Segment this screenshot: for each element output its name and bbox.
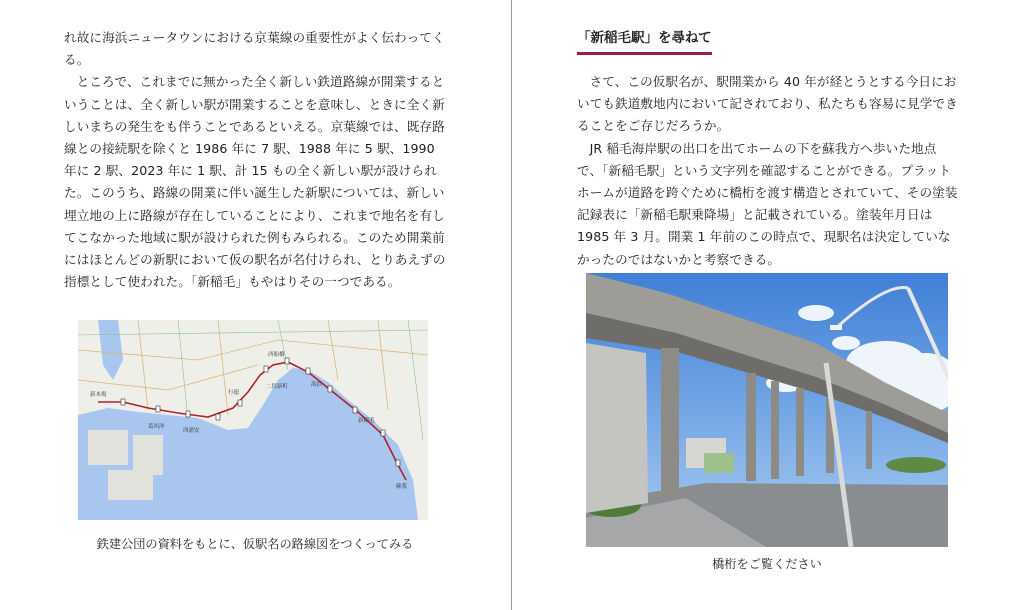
left-figure-caption: 鉄建公団の資料をもとに、仮駅名の路線図をつくってみる [96,537,414,551]
label-kaihin: 海浜 [311,382,323,388]
photo-svg [586,273,948,547]
paragraph-1: れ故に海浜ニュータウンにおける京葉線の重要性がよく伝わってくる。 [64,30,445,68]
route-map-image [78,320,428,520]
label-gyotoku: 行徳 [228,390,240,396]
label-soga: 蘇我 [396,484,408,490]
paragraph-4: JR 稲毛海岸駅の出口を出てホームの下を蘇我方へ歩いた地点で、「新稲毛駅」という文字列を確認することができる。プラットホームが道路を跨ぐために橋桁を渡す構造とされていて、その塗装記録表に「新稲毛駅乗降場」と記載されている。塗装年月日は 1985 年 3 月。開業 1 年前のこの時点で、現駅名は決定していなかったのではないかと考察できる。 [577,140,958,267]
label-nishiurayasu: 西浦安 [183,428,200,434]
section-heading: 「新稲毛駅」を尋ねて [577,27,712,55]
route-map-svg [78,320,428,520]
page-gutter [511,0,512,610]
label-shininage: 新稲毛 [358,418,375,424]
right-body-text [577,71,960,271]
right-figure-caption: 橋桁をご覧ください [712,557,822,571]
label-shinkiba: 新木場 [90,392,107,398]
label-kasaioki: 葛西沖 [148,424,165,430]
left-body-text [64,27,446,293]
label-nishifunabashi: 西船橋 [268,352,285,358]
paragraph-2: ところで、これまでに無かった全く新しい鉄道路線が開業するということは、全く新しい駅が開業することを意味し、ときに全く新しいまちの発生をも伴うことであるといえる。京葉線では、既存路線との接続駅を除くと 1986 年に 7 駅、1988 年に 5 駅、1990 年に 2 駅、2023 年に 1 駅、計 15 もの全く新しい駅が設けられた。このうち、路線の開業に伴い誕生した新駅については、新しい埋立地の上に路線が存在していることにより、これまで地名を有してこなかった地域に駅が設けられた例もみられる。このため開業前にはほとんどの新駅において仮の駅名が名付けられ、とりあえずの指標として使われた。「新稲毛」もやはりその一つである。 [64,74,446,290]
elevated-railway-photo [586,273,948,547]
paragraph-3: さて、この仮駅名が、駅開業から 40 年が経とうとする今日においても鉄道敷地内において記されており、私たちも容易に見学できることをご存じだろうか。 [577,74,958,134]
label-futamata: 二俣新町 [266,384,289,390]
